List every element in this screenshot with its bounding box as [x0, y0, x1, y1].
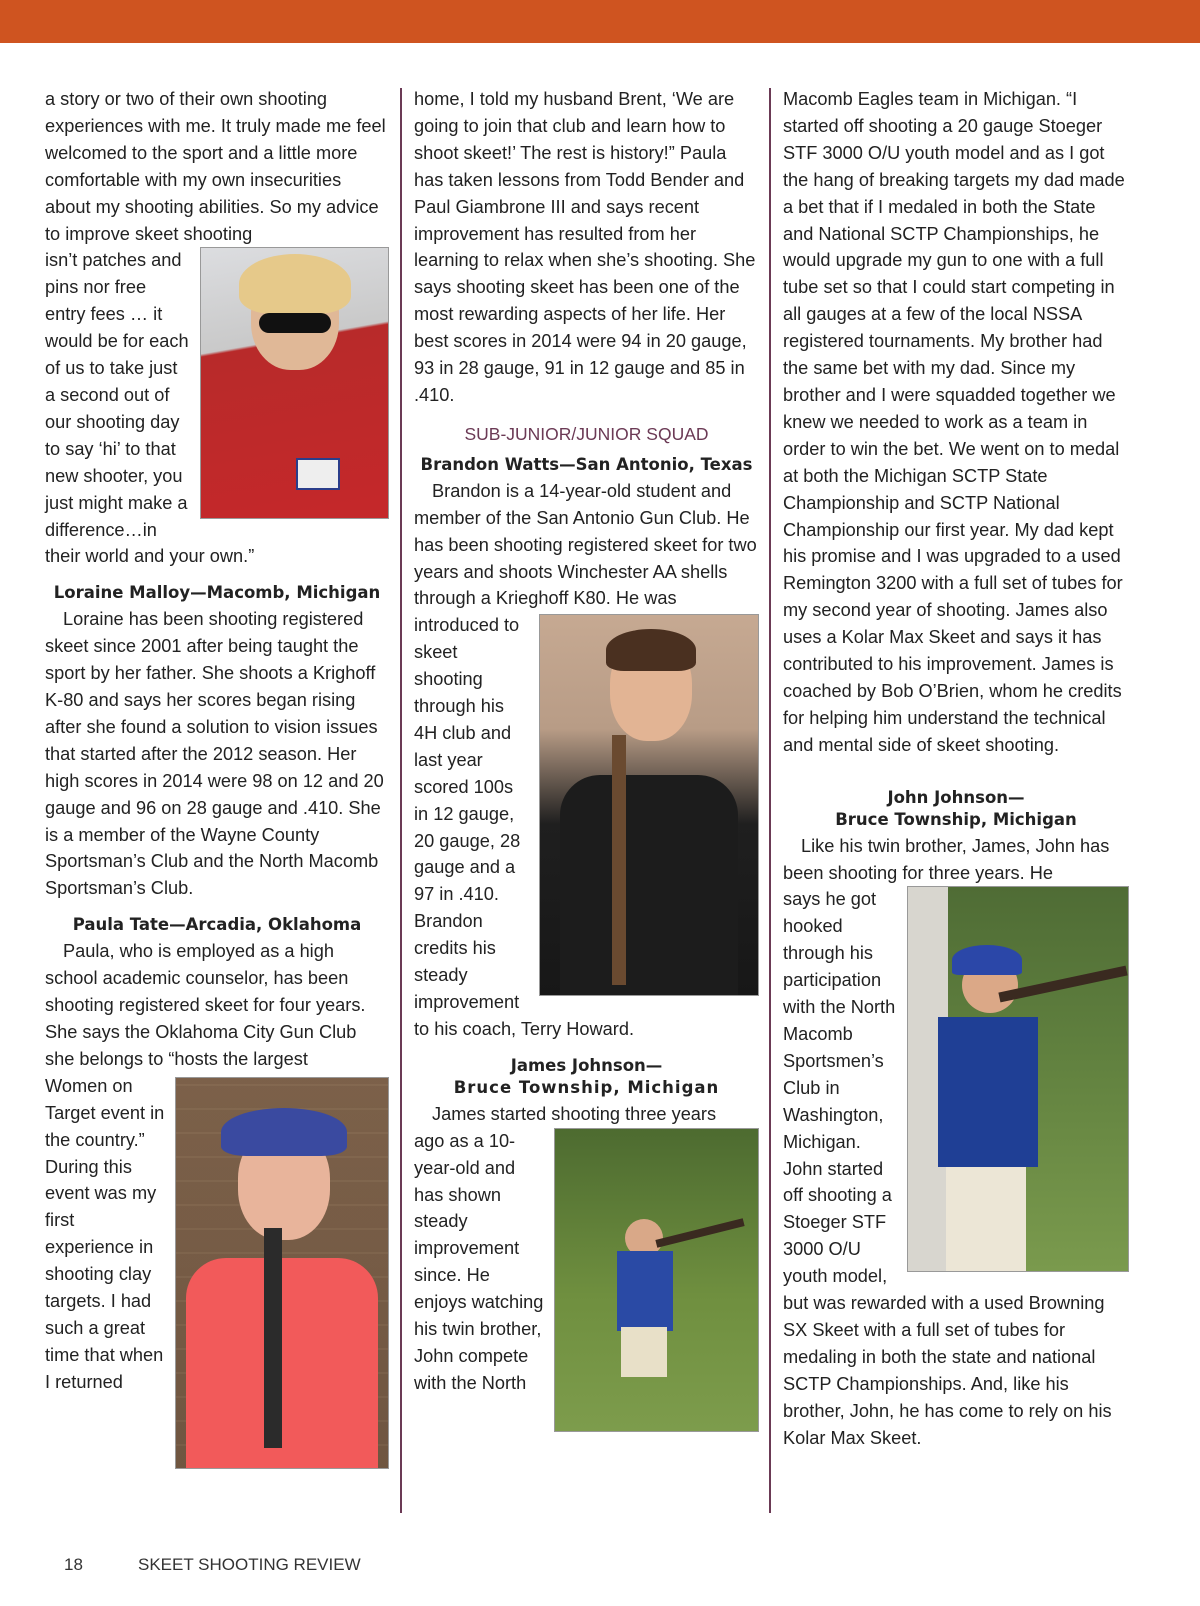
photo-james-johnson [554, 1128, 759, 1432]
column-divider [769, 88, 771, 1513]
subject-heading: Paula Tate—Arcadia, Oklahoma [72, 915, 362, 935]
subject-heading: Brandon Watts—San Antonio, Texas [420, 454, 753, 474]
body-text: Paula, who is employed as a high school academic counselor, has been shooting registered skeet for four years. She says the Oklahoma City Gun Club she belongs to “hosts the largest [45, 941, 366, 1069]
section-heading: SUB-JUNIOR/JUNIOR SQUAD [464, 423, 709, 444]
subject-heading: Loraine Malloy—Macomb, Michigan [53, 583, 381, 603]
header-bar [0, 0, 1200, 43]
column-3 [783, 86, 1129, 1452]
body-text: Loraine has been shooting registered skeet since 2001 after being taught the sport by her father. She shoots a Krighoff K-80 and says her scores began rising after she found a solution to vision issues that started after the 2012 season. Her high scores in 2014 were 98 on 12 and 20 gauge and 96 on 28 gauge and .410. She is a member of the Wayne County Sportsman’s Club and the North Macomb Sportsman’s Club. [45, 609, 384, 899]
body-text: Women on Target event in the country.” During this event was my first experience in shooting clay targets. I had such a great time that when I returned [45, 1075, 165, 1392]
body-text: James started shooting three years [432, 1103, 717, 1124]
photo-brandon-watts [539, 614, 759, 996]
subject-heading: John Johnson— [887, 787, 1025, 807]
column-2 [414, 86, 759, 1438]
body-text: ago as a 10-year-old and has shown steady improvement since. He enjoys watching his twin brother, John compete with the North [414, 1130, 544, 1393]
subject-heading: James Johnson— [510, 1055, 663, 1075]
photo-john-johnson [907, 886, 1129, 1272]
subject-heading: Bruce Township, Michigan [835, 809, 1077, 829]
photo-loraine-malloy [200, 247, 389, 519]
column-divider [400, 88, 402, 1513]
body-text: home, I told my husband Brent, ‘We are going to join that club and learn how to shoot skeet!’ The rest is history!” Paula has taken lessons from Todd Bender and Paul Giambrone III and says recent improvement has resulted from her learning to relax when she’s shooting. She says shooting skeet has been one of the most rewarding aspects of her life. Her best scores in 2014 were 94 in 20 gauge, 93 in 28 gauge, 91 in 12 gauge and 85 in .410. [414, 89, 756, 405]
subject-heading: Bruce Township, Michigan [453, 1077, 720, 1097]
body-text: isn’t patches and pins nor free entry fees … it would be for each of us to take just a second out of our shooting day to say ‘hi’ to that new shooter, you just might make a difference…in their world and your own.” [45, 250, 255, 567]
publication-name: SKEET SHOOTING REVIEW [138, 1555, 361, 1574]
body-text: Like his twin brother, James, John has been shooting for three years. He [783, 835, 1110, 883]
photo-paula-tate [175, 1077, 389, 1469]
body-text: Brandon is a 14-year-old student and member of the San Antonio Gun Club. He has been shooting registered skeet for two years and shoots Winchester AA shells through a Krieghoff K80. He was [414, 480, 757, 609]
column-1 [45, 86, 389, 1475]
body-text: a story or two of their own shooting experiences with me. It truly made me feel welcomed to the sport and a little more comfortable with my own insecurities about my shooting abilities. So my advice to improve skeet shooting [45, 89, 386, 244]
body-text: introduced to skeet shooting through his 4H club and last year scored 100s in 12 gauge, 20 gauge, 28 gauge and a 97 in .410. Brandon credits his steady improvement to his coach, Terry Howard. [414, 615, 635, 1039]
body-text: says he got hooked through his participation with the North Macomb Sportsmen’s Club in Washington, Michigan. John started off shooting a Stoeger STF 3000 O/U youth model, but was rewarded with a used Browning SX Skeet with a full set of tubes for medaling in both the state and national SCTP Championships. And, like his brother, John, he has come to rely on his Kolar Max Skeet. [783, 889, 1112, 1448]
page-number: 18 [64, 1555, 83, 1574]
body-text: Macomb Eagles team in Michigan. “I started off shooting a 20 gauge Stoeger STF 3000 O/U youth model and as I got the hang of breaking targets my dad made a bet that if I medaled in both the State and National SCTP Championships, he would upgrade my gun to one with a full tube set so that I could start competing in all gauges at a few of the local NSSA registered tournaments. My brother had the same bet with my dad. Since my brother and I were squadded together we knew we needed to work as a team in order to win the bet. We went on to medal at both the Michigan SCTP State Championship and SCTP National Championship our first year. My dad kept his promise and I was upgraded to a used Remington 3200 with a full set of tubes for my second year of shooting. James also uses a Kolar Max Skeet and says it has contributed to his improvement. James is coached by Bob O’Brien, whom he credits for helping him understand the technical and mental side of skeet shooting. [783, 89, 1125, 755]
